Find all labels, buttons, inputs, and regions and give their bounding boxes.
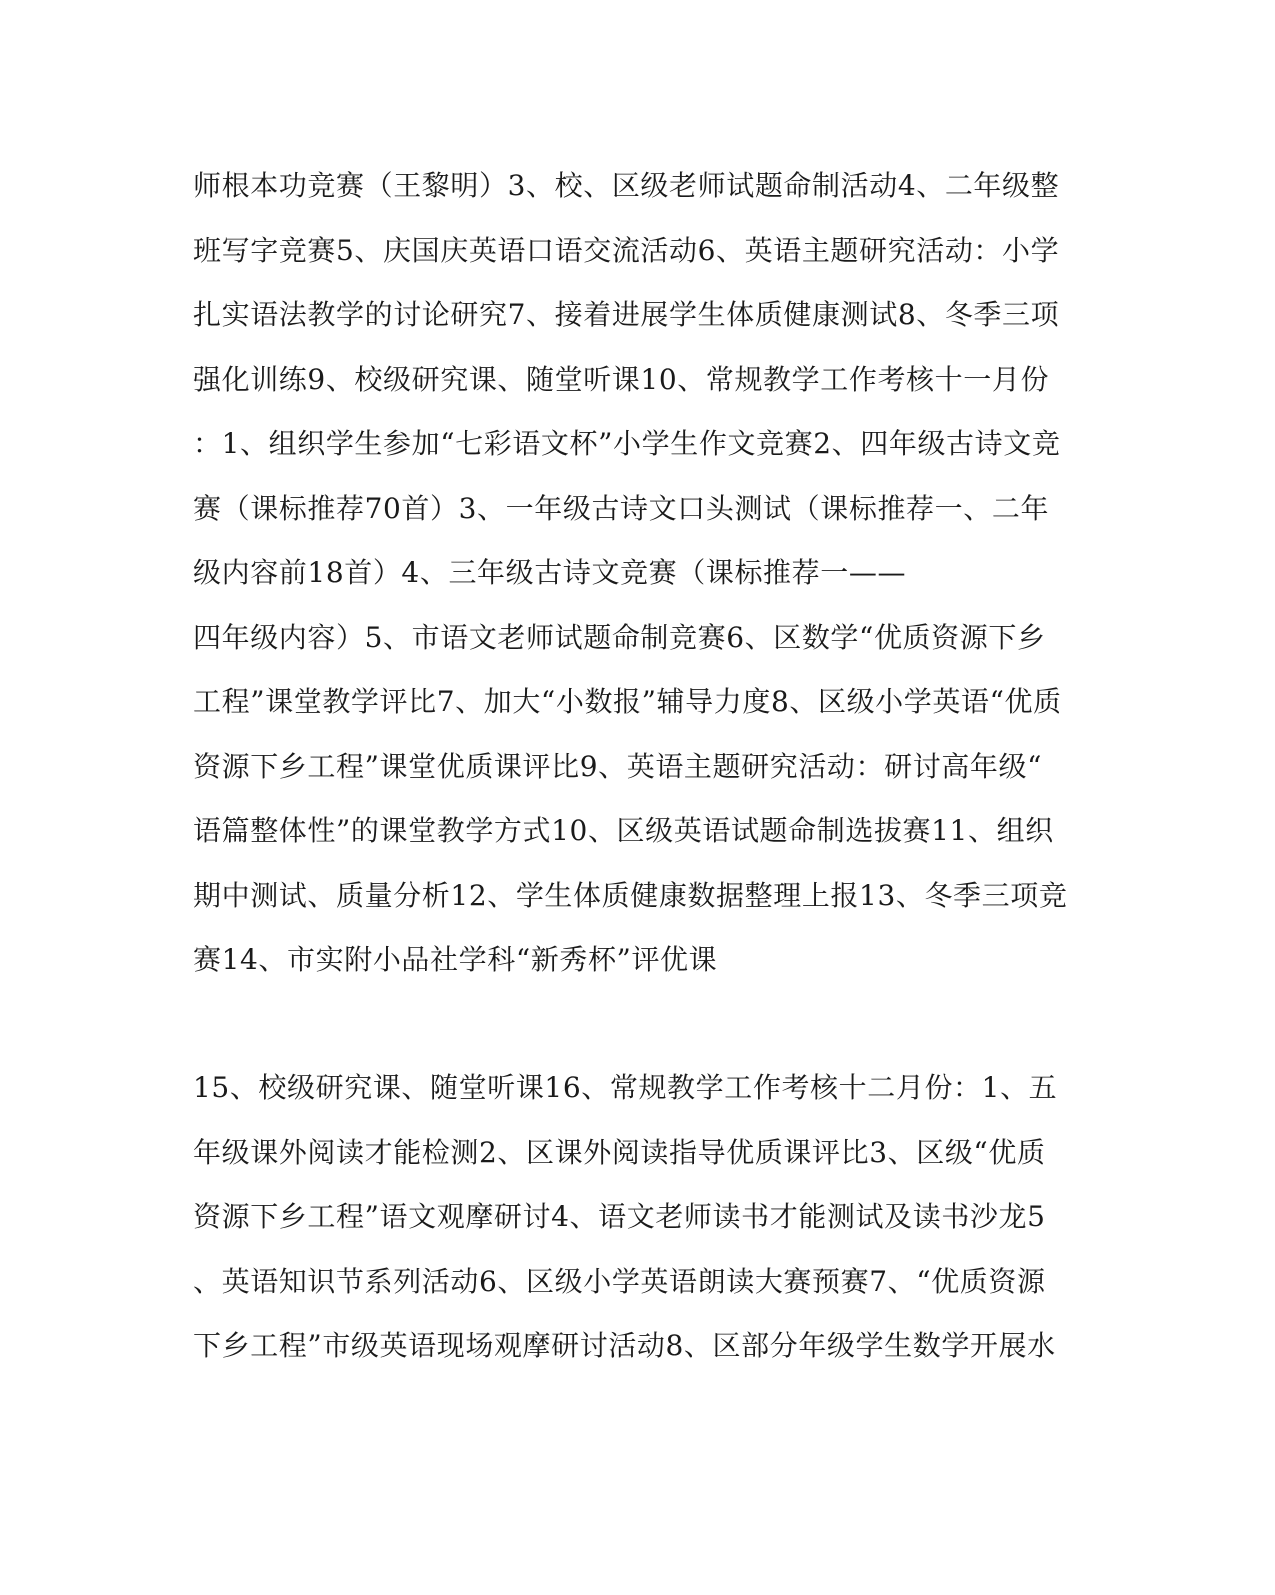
text-line: 强化训练9、校级研究课、随堂听课10、常规教学工作考核十一月份 — [193, 362, 1050, 396]
text-line: 级内容前18首）4、三年级古诗文竞赛（课标推荐一—— — [193, 556, 907, 589]
text-line: 下乡工程”市级英语现场观摩研讨活动8、区部分年级学生数学开展水 — [193, 1329, 1056, 1362]
text-line: 资源下乡工程”课堂优质课评比9、英语主题研究活动：研讨高年级“ — [193, 749, 1043, 783]
text-line: 师根本功竞赛（王黎明）3、校、区级老师试题命制活动4、二年级整 — [193, 169, 1060, 202]
text-line: 、英语知识节系列活动6、区级小学英语朗读大赛预赛7、“优质资源 — [193, 1264, 1046, 1298]
paragraph-2 — [193, 1063, 1073, 1386]
text-line: ：1、组织学生参加“七彩语文杯”小学生作文竞赛2、四年级古诗文竞 — [193, 427, 1061, 460]
text-line: 工程”课堂教学评比7、加大“小数报”辅导力度8、区级小学英语“优质 — [193, 685, 1062, 718]
text-line: 语篇整体性”的课堂教学方式10、区级英语试题命制选拔赛11、组织 — [193, 814, 1054, 847]
text-line: 15、校级研究课、随堂听课16、常规教学工作考核十二月份：1、五 — [193, 1071, 1058, 1104]
text-line: 资源下乡工程”语文观摩研讨4、语文老师读书才能测试及读书沙龙5 — [193, 1200, 1046, 1233]
text-line: 期中测试、质量分析12、学生体质健康数据整理上报13、冬季三项竞 — [193, 878, 1068, 912]
paragraph-1 — [193, 161, 1073, 1000]
text-line: 年级课外阅读才能检测2、区课外阅读指导优质课评比3、区级“优质 — [193, 1135, 1046, 1169]
text-line: 赛14、市实附小品社学科“新秀杯”评优课 — [193, 943, 718, 976]
text-line: 赛（课标推荐70首）3、一年级古诗文口头测试（课标推荐一、二年 — [193, 491, 1050, 525]
text-line: 扎实语法教学的讨论研究7、接着进展学生体质健康测试8、冬季三项 — [193, 298, 1060, 331]
text-line: 四年级内容）5、市语文老师试题命制竞赛6、区数学“优质资源下乡 — [193, 620, 1046, 654]
text-line: 班写字竞赛5、庆国庆英语口语交流活动6、英语主题研究活动：小学 — [193, 233, 1060, 267]
